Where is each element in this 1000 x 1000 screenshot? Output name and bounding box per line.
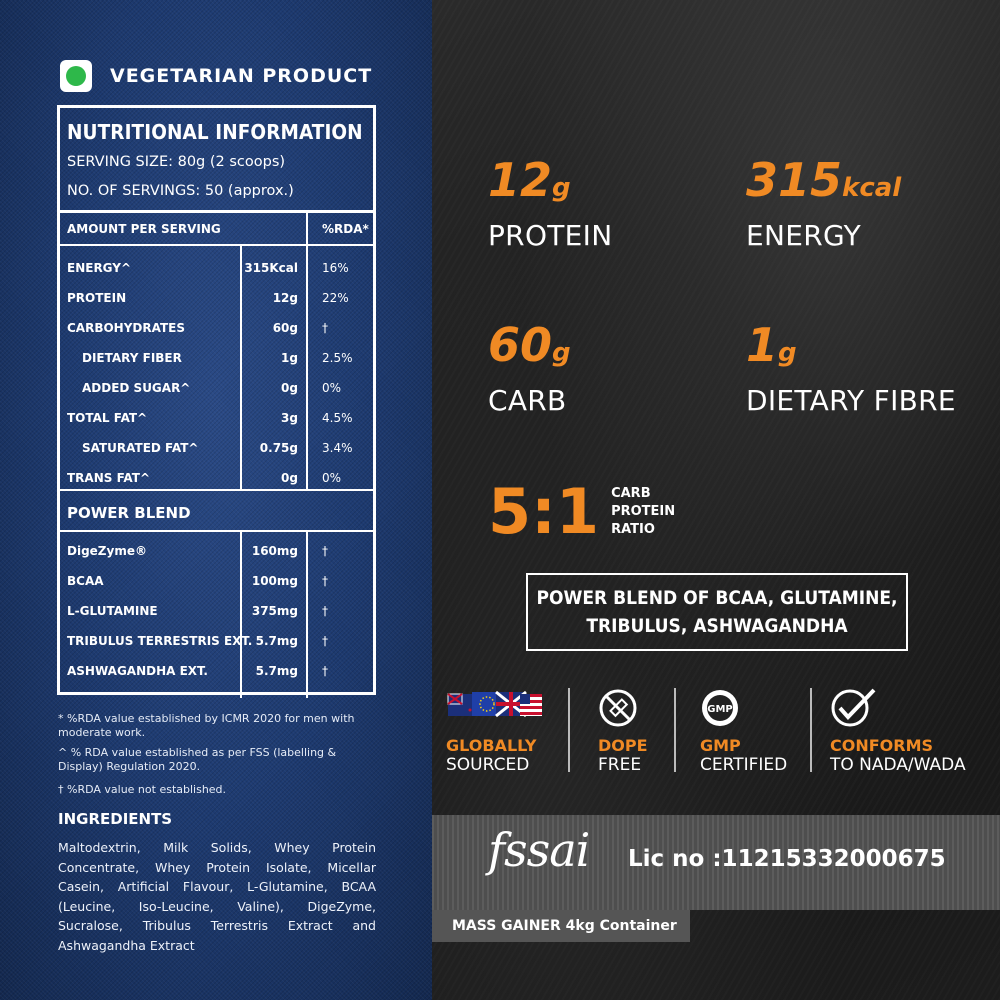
col-amount-header: AMOUNT PER SERVING bbox=[67, 222, 221, 236]
badge-dope-t1: DOPE bbox=[598, 736, 648, 755]
stat-protein-value: 12 bbox=[488, 153, 553, 207]
nutrient-amount: 0g bbox=[281, 381, 298, 395]
badge-gmp-t2: CERTIFIED bbox=[700, 755, 788, 775]
badge-globally-t2: SOURCED bbox=[446, 755, 530, 775]
blend-amount: 375mg bbox=[251, 604, 298, 618]
ingredients-title: INGREDIENTS bbox=[58, 810, 173, 828]
nutrient-amount: 0g bbox=[281, 471, 298, 485]
veg-badge bbox=[60, 60, 372, 92]
stat-protein-unit: g bbox=[552, 173, 571, 203]
nutrient-rda: 0% bbox=[322, 381, 342, 395]
servings-count: NO. OF SERVINGS: 50 (approx.) bbox=[67, 183, 294, 199]
blend-name: DigeZyme® bbox=[67, 544, 147, 558]
nutrient-name: ENERGY^ bbox=[67, 261, 132, 275]
power-blend-line2: TRIBULUS, ASHWAGANDHA bbox=[586, 615, 848, 637]
nutrient-amount: 3g bbox=[281, 411, 298, 425]
stat-fibre-unit: g bbox=[778, 338, 797, 368]
nutrient-row bbox=[60, 403, 373, 433]
badge-globally-t1: GLOBALLY bbox=[446, 736, 537, 755]
blend-row bbox=[60, 596, 373, 626]
nutrient-name: ADDED SUGAR^ bbox=[82, 381, 191, 395]
carb-protein-ratio bbox=[488, 475, 676, 548]
stat-carb-value: 60 bbox=[488, 318, 553, 372]
footnote-icmr: * %RDA value established by ICMR 2020 for men with moderate work. bbox=[58, 712, 355, 739]
blend-amount: 5.7mg bbox=[255, 634, 298, 648]
nutrient-rda: 0% bbox=[322, 471, 342, 485]
nutrient-name: TRANS FAT^ bbox=[67, 471, 150, 485]
badge-conforms-t2: TO NADA/WADA bbox=[830, 755, 966, 775]
nutrient-row bbox=[60, 373, 373, 403]
gmp-seal-text: GMP bbox=[707, 704, 733, 715]
stat-carb bbox=[488, 320, 571, 417]
ratio-label-protein: PROTEIN bbox=[611, 504, 676, 519]
blend-row bbox=[60, 656, 373, 686]
nutrient-name: CARBOHYDRATES bbox=[67, 321, 185, 335]
license-number: Lic no :11215332000675 bbox=[628, 846, 946, 872]
blend-amount: 5.7mg bbox=[255, 664, 298, 678]
nutrient-amount: 12g bbox=[272, 291, 298, 305]
nutrition-title: NUTRITIONAL INFORMATION bbox=[67, 120, 363, 144]
footnote-not-established: † %RDA value not established. bbox=[58, 783, 227, 796]
badge-gmp-t1: GMP bbox=[700, 736, 741, 755]
nutrient-rda: 22% bbox=[322, 291, 349, 305]
power-blend-title: POWER BLEND bbox=[67, 504, 191, 522]
badge-gmp-certified bbox=[700, 688, 787, 775]
nutrient-row bbox=[60, 343, 373, 373]
badge-dope-free bbox=[598, 688, 648, 775]
badge-conforms-t1: CONFORMS bbox=[830, 736, 934, 755]
nutrient-row bbox=[60, 253, 373, 283]
col-rda-header: %RDA* bbox=[322, 222, 369, 236]
nutrient-name: SATURATED FAT^ bbox=[82, 441, 199, 455]
fssai-logo: fssai bbox=[488, 823, 590, 877]
blend-row bbox=[60, 536, 373, 566]
nutrition-panel bbox=[0, 0, 432, 1000]
stat-energy-value: 315 bbox=[746, 153, 843, 207]
blend-rda: † bbox=[322, 544, 328, 558]
badge-dope-t2: FREE bbox=[598, 755, 642, 775]
gmp-seal-icon bbox=[700, 688, 744, 728]
ratio-label-ratio: RATIO bbox=[611, 522, 655, 537]
stat-energy-label: ENERGY bbox=[746, 219, 861, 252]
veg-icon bbox=[60, 60, 92, 92]
stat-energy bbox=[746, 155, 901, 252]
nutrient-rda: 3.4% bbox=[322, 441, 353, 455]
fssai-bar bbox=[432, 815, 1000, 910]
badge-globally-sourced bbox=[446, 688, 544, 775]
blend-rda: † bbox=[322, 634, 328, 648]
flags-icon bbox=[446, 688, 544, 728]
stat-fibre-value: 1 bbox=[746, 318, 779, 372]
serving-size: SERVING SIZE: 80g (2 scoops) bbox=[67, 154, 286, 170]
blend-rda: † bbox=[322, 664, 328, 678]
blend-name: L-GLUTAMINE bbox=[67, 604, 158, 618]
veg-label: VEGETARIAN PRODUCT bbox=[110, 65, 373, 87]
nutrient-row bbox=[60, 433, 373, 463]
nutrient-name: DIETARY FIBER bbox=[82, 351, 182, 365]
nutrient-row bbox=[60, 313, 373, 343]
blend-amount: 100mg bbox=[251, 574, 298, 588]
blend-row bbox=[60, 566, 373, 596]
blend-name: TRIBULUS TERRESTRIS EXT. bbox=[67, 634, 253, 648]
power-blend-box bbox=[526, 573, 908, 651]
stat-fibre-label: DIETARY FIBRE bbox=[746, 384, 956, 417]
blend-name: BCAA bbox=[67, 574, 104, 588]
nutrient-amount: 60g bbox=[272, 321, 298, 335]
stat-fibre bbox=[746, 320, 956, 417]
ratio-label-carb: CARB bbox=[611, 486, 651, 501]
blend-amount: 160mg bbox=[251, 544, 298, 558]
stat-energy-unit: kcal bbox=[842, 173, 902, 203]
footnote-fss: ^ % RDA value established as per FSS (labelling & Display) Regulation 2020. bbox=[58, 746, 337, 773]
nutrient-amount: 1g bbox=[281, 351, 298, 365]
nutrient-row bbox=[60, 283, 373, 313]
nutrition-table bbox=[57, 105, 376, 695]
ratio-value: 5:1 bbox=[488, 475, 600, 548]
nutrient-rda: † bbox=[322, 321, 328, 335]
stat-carb-unit: g bbox=[552, 338, 571, 368]
power-blend-line1: POWER BLEND OF BCAA, GLUTAMINE, bbox=[536, 587, 898, 609]
nutrient-amount: 315Kcal bbox=[244, 261, 298, 275]
nutrient-rda: 2.5% bbox=[322, 351, 353, 365]
nutrient-rda: 16% bbox=[322, 261, 349, 275]
highlights-panel bbox=[432, 0, 1000, 1000]
nutrient-name: PROTEIN bbox=[67, 291, 127, 305]
blend-rda: † bbox=[322, 574, 328, 588]
blend-name: ASHWAGANDHA EXT. bbox=[67, 664, 208, 678]
blend-row bbox=[60, 626, 373, 656]
nutrient-amount: 0.75g bbox=[259, 441, 298, 455]
no-syringe-icon bbox=[598, 688, 642, 728]
stat-protein bbox=[488, 155, 612, 252]
checkmark-icon bbox=[830, 688, 878, 728]
badge-conforms bbox=[830, 688, 966, 775]
nutrient-rda: 4.5% bbox=[322, 411, 353, 425]
ingredients-text: Maltodextrin, Milk Solids, Whey Protein Concentrate, Whey Protein Isolate, Micellar Casein, Artificial Flavour, L-Glutamine, BCAA (Leucine, Iso-Leucine, Valine), DigeZyme, Sucralose, Tribulus Terrestris Extract and Ashwagandha Extract bbox=[58, 840, 376, 953]
blend-rda: † bbox=[322, 604, 328, 618]
nutrient-name: TOTAL FAT^ bbox=[67, 411, 148, 425]
stat-carb-label: CARB bbox=[488, 384, 567, 417]
container-label: MASS GAINER 4kg Container bbox=[432, 910, 690, 942]
stat-protein-label: PROTEIN bbox=[488, 219, 613, 252]
